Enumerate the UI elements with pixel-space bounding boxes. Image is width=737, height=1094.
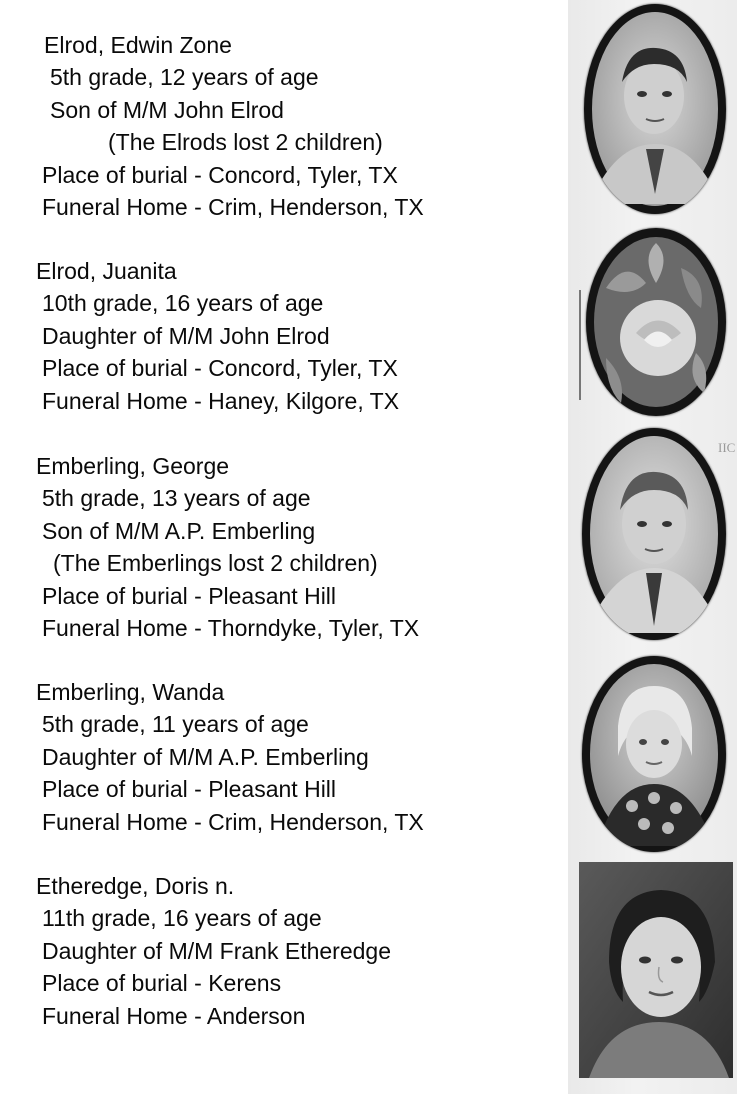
rose-image-svg xyxy=(586,228,726,416)
entry-name: Emberling, George xyxy=(36,453,230,479)
entry-wanda-emberling xyxy=(36,676,424,838)
entry-parent: Daughter of M/M Frank Etheredge xyxy=(42,937,391,964)
entry-funeral: Funeral Home - Crim, Henderson, TX xyxy=(42,808,424,835)
portrait-wanda-svg xyxy=(582,656,726,852)
entry-name: Elrod, Edwin Zone xyxy=(44,32,232,58)
entry-george-emberling xyxy=(36,450,419,644)
entry-parent: Son of M/M A.P. Emberling xyxy=(42,517,316,544)
entry-grade: 11th grade, 16 years of age xyxy=(42,905,322,932)
entry-parent: Daughter of M/M A.P. Emberling xyxy=(42,743,369,770)
entry-note: (The Elrods lost 2 children) xyxy=(108,129,383,156)
entry-funeral: Funeral Home - Anderson xyxy=(42,1002,306,1029)
entry-juanita-elrod xyxy=(36,255,399,417)
entry-funeral: Funeral Home - Thorndyke, Tyler, TX xyxy=(42,615,420,642)
entry-grade: 5th grade, 11 years of age xyxy=(42,711,309,738)
entry-funeral: Funeral Home - Haney, Kilgore, TX xyxy=(42,387,400,414)
entry-grade: 10th grade, 16 years of age xyxy=(42,290,324,317)
entry-name: Etheredge, Doris n. xyxy=(36,873,235,899)
margin-mark: IIC xyxy=(718,440,736,455)
entry-parent: Son of M/M John Elrod xyxy=(50,96,284,123)
entry-name: Emberling, Wanda xyxy=(36,679,225,705)
entry-burial: Place of burial - Concord, Tyler, TX xyxy=(42,355,398,382)
entry-burial: Place of burial - Concord, Tyler, TX xyxy=(42,161,398,188)
entry-burial: Place of burial - Pleasant Hill xyxy=(42,776,337,803)
entry-edwin-elrod xyxy=(44,29,424,223)
portrait-george-emberling xyxy=(582,428,726,640)
entry-name: Elrod, Juanita xyxy=(36,258,177,284)
entry-burial: Place of burial - Kerens xyxy=(42,970,282,997)
portrait-george-svg xyxy=(582,428,726,640)
portrait-edwin-svg xyxy=(584,4,726,214)
strip-edge-mark xyxy=(579,290,581,400)
entry-doris-etheredge xyxy=(36,870,391,1032)
rose-image-juanita-elrod xyxy=(586,228,726,416)
entry-parent: Daughter of M/M John Elrod xyxy=(42,322,330,349)
entry-grade: 5th grade, 12 years of age xyxy=(50,64,319,91)
entry-note: (The Emberlings lost 2 children) xyxy=(53,550,378,577)
portrait-doris-svg xyxy=(579,862,733,1078)
portrait-edwin-elrod xyxy=(584,4,726,214)
portrait-doris-etheredge xyxy=(579,862,733,1078)
entry-grade: 5th grade, 13 years of age xyxy=(42,485,311,512)
portrait-wanda-emberling xyxy=(582,656,726,852)
entry-funeral: Funeral Home - Crim, Henderson, TX xyxy=(42,194,424,221)
entry-burial: Place of burial - Pleasant Hill xyxy=(42,582,337,609)
